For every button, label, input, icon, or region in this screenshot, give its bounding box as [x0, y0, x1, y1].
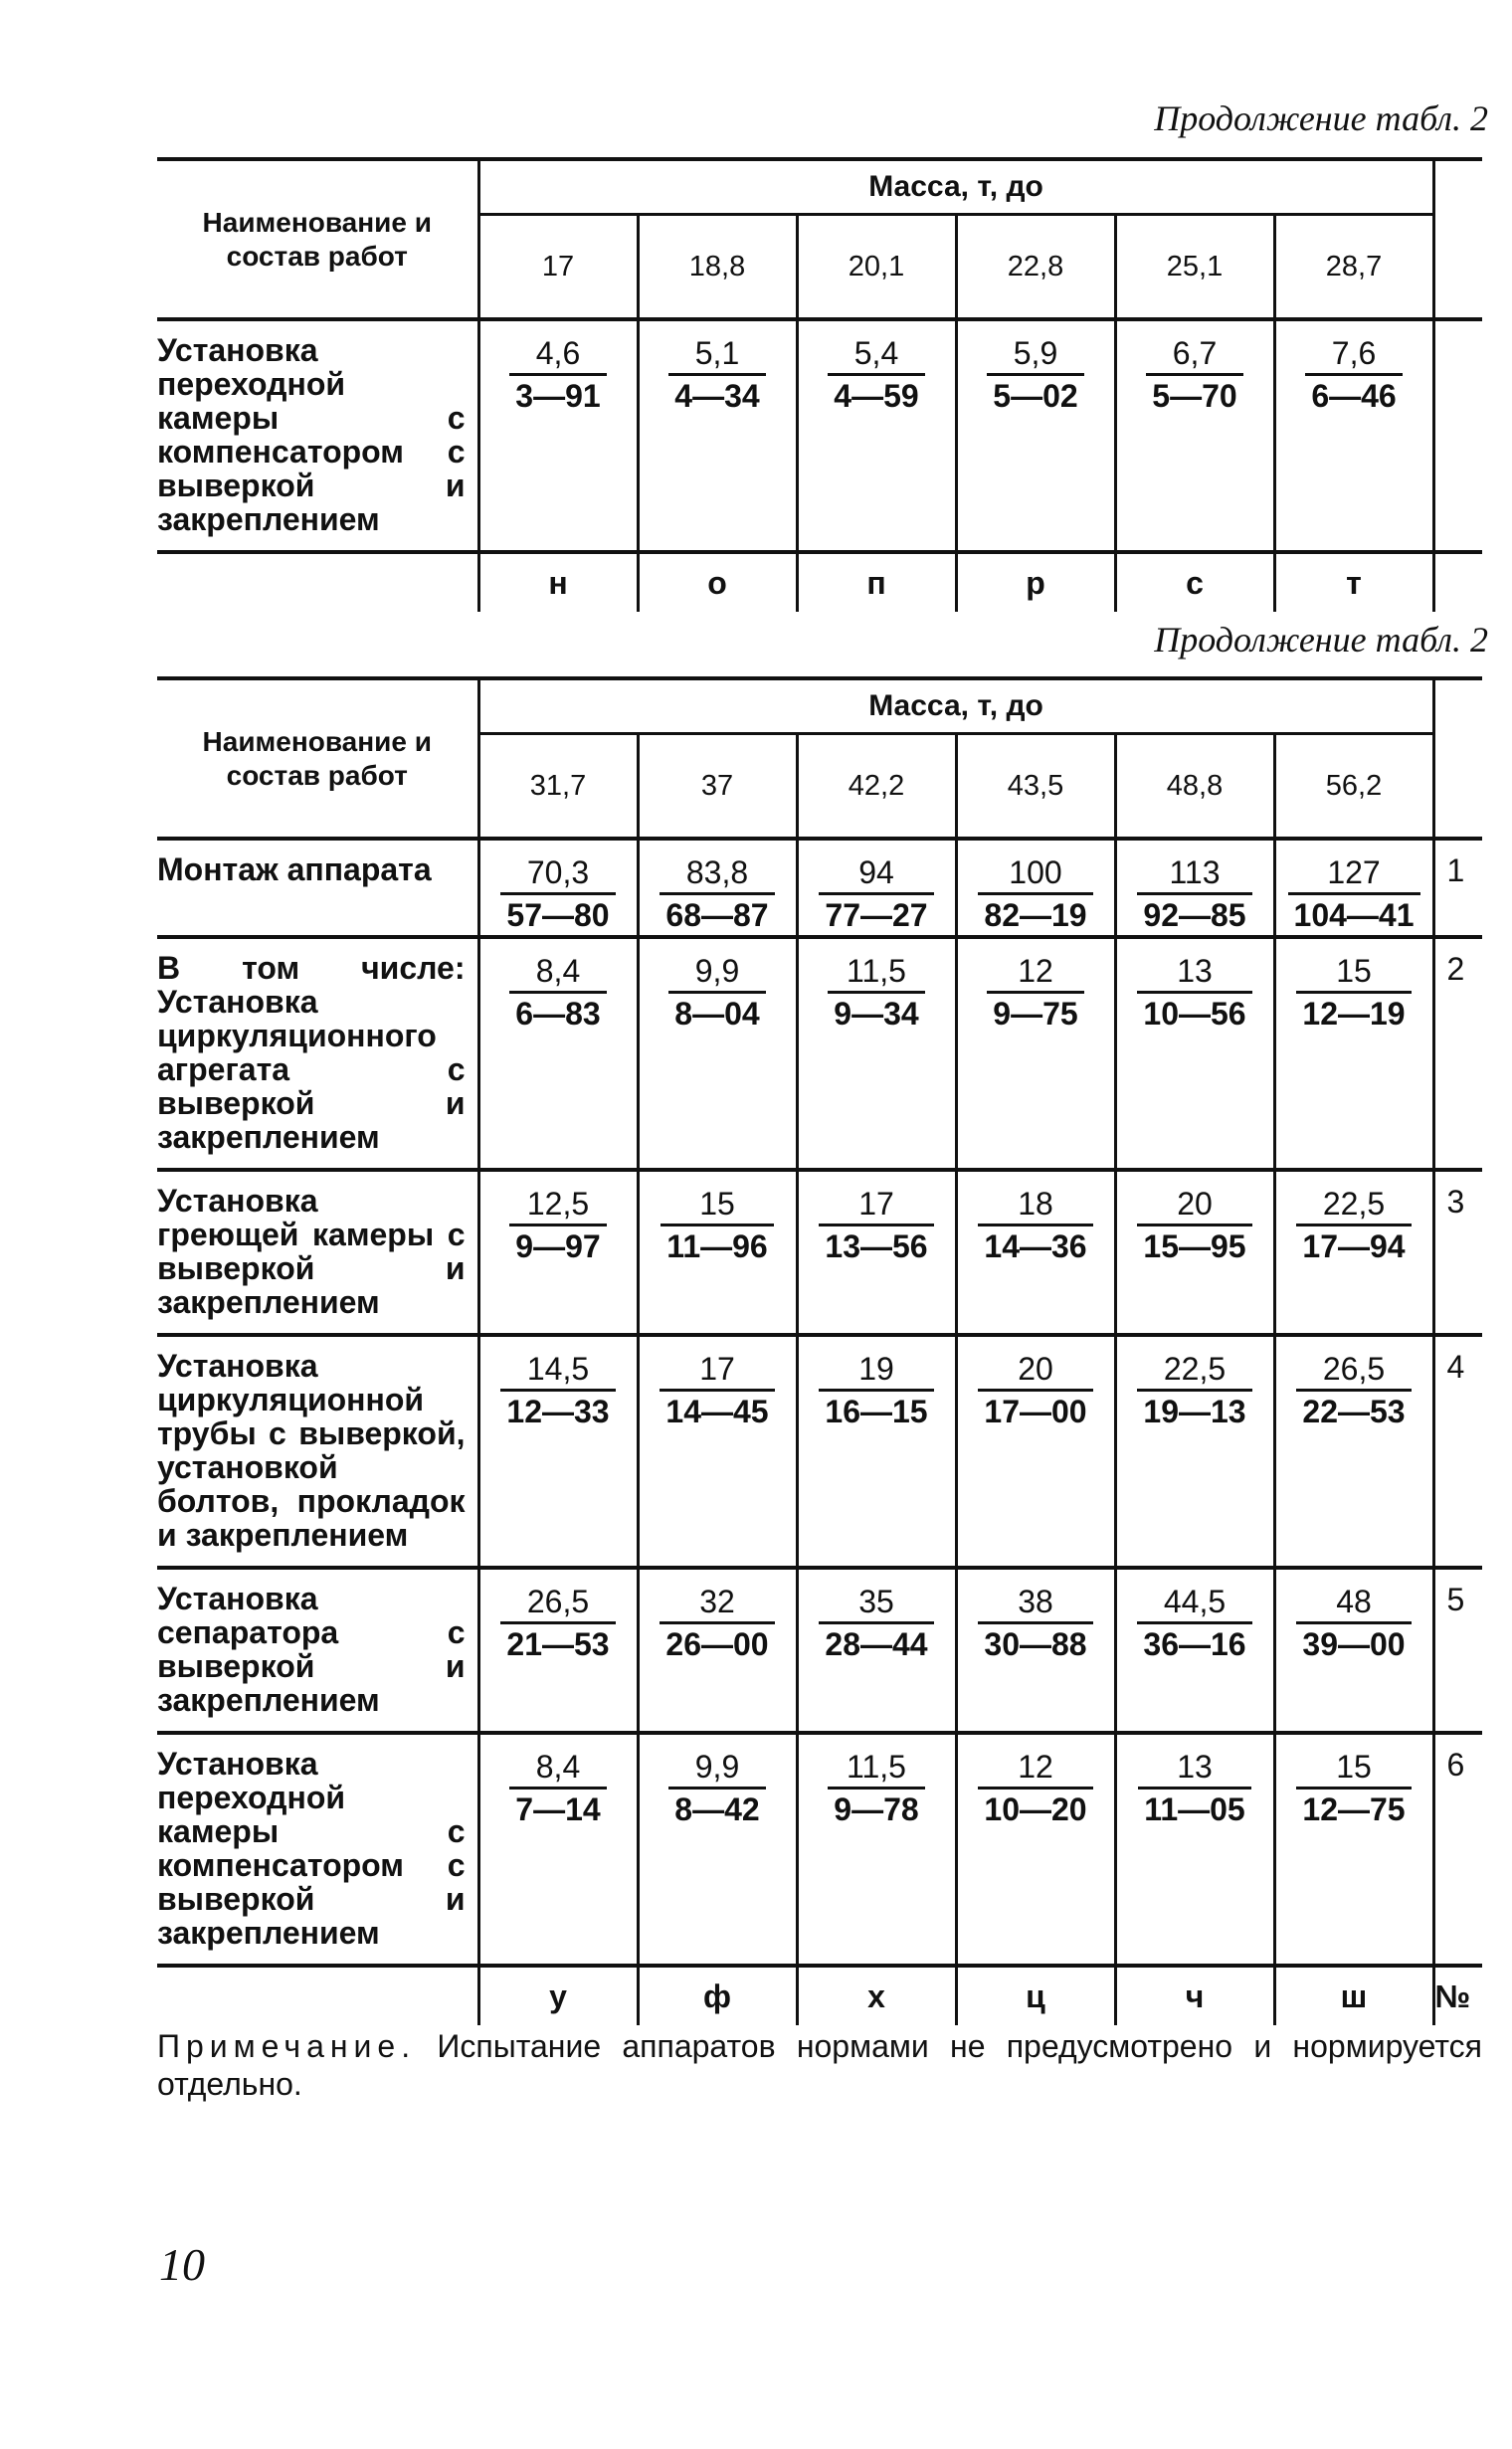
labor-time: 83,8 — [660, 852, 774, 895]
norm-cell — [956, 1733, 1115, 1966]
price: 9—75 — [993, 996, 1078, 1032]
price: 17—00 — [984, 1394, 1087, 1429]
price: 17—94 — [1302, 1228, 1406, 1264]
price: 22—53 — [1302, 1394, 1406, 1429]
mass-header-cell: 28,7 — [1274, 215, 1433, 320]
row-number — [1433, 319, 1482, 552]
labor-time: 13 — [1137, 951, 1251, 994]
labor-time: 26,5 — [500, 1582, 615, 1624]
labor-time: 44,5 — [1137, 1582, 1251, 1624]
norm-fraction — [668, 951, 765, 1034]
norm-cell — [797, 319, 956, 552]
labor-time: 11,5 — [828, 951, 924, 994]
labor-time: 17 — [819, 1184, 933, 1226]
price: 82—19 — [984, 897, 1087, 933]
table-row — [157, 1170, 1482, 1335]
labor-time: 13 — [1138, 1747, 1250, 1790]
labor-time: 5,4 — [828, 333, 924, 376]
norms-table-2 — [157, 676, 1482, 2025]
norm-cell — [1274, 937, 1433, 1170]
mass-header-cell: 42,2 — [797, 734, 956, 840]
norm-cell — [638, 937, 797, 1170]
work-name: Установка сепаратора с выверкой и закреплением — [157, 1568, 478, 1733]
labor-time: 113 — [1137, 852, 1251, 895]
norm-fraction — [978, 1184, 1092, 1266]
page-number: 10 — [159, 2239, 205, 2290]
price: 9—97 — [515, 1228, 601, 1264]
norm-fraction — [978, 1582, 1092, 1664]
norm-cell — [1115, 1568, 1274, 1733]
labor-time: 6,7 — [1146, 333, 1242, 376]
norm-fraction — [660, 852, 774, 935]
norm-cell — [1274, 839, 1433, 937]
price: 5—70 — [1152, 378, 1237, 414]
labor-time: 38 — [978, 1582, 1092, 1624]
price: 6—46 — [1311, 378, 1397, 414]
price: 9—34 — [834, 996, 919, 1032]
norm-fraction — [1137, 1349, 1251, 1431]
price: 21—53 — [506, 1626, 610, 1662]
column-code: х — [797, 1966, 956, 2025]
norm-fraction — [828, 1747, 924, 1829]
price: 14—36 — [984, 1228, 1087, 1264]
price: 3—91 — [515, 378, 601, 414]
labor-time: 100 — [978, 852, 1092, 895]
price: 12—75 — [1302, 1791, 1406, 1827]
norm-fraction — [1305, 333, 1402, 416]
labor-time: 12,5 — [509, 1184, 606, 1226]
price: 57—80 — [506, 897, 610, 933]
price: 6—83 — [515, 996, 601, 1032]
norm-cell — [956, 1335, 1115, 1568]
norm-fraction — [1288, 852, 1420, 935]
norm-cell — [1115, 1170, 1274, 1335]
row-number: 1 — [1433, 839, 1482, 937]
norm-fraction — [1296, 951, 1411, 1034]
norm-fraction — [1137, 1184, 1251, 1266]
norm-cell — [478, 1733, 638, 1966]
table-row — [157, 839, 1482, 937]
labor-time: 32 — [660, 1582, 774, 1624]
norm-fraction — [1137, 852, 1251, 935]
labor-time: 9,9 — [668, 1747, 765, 1790]
price: 16—15 — [825, 1394, 928, 1429]
work-name: Установка греющей камеры с выверкой и закреплением — [157, 1170, 478, 1335]
price: 9—78 — [834, 1791, 919, 1827]
norm-cell — [1115, 839, 1274, 937]
norm-fraction — [987, 333, 1083, 416]
labor-time: 15 — [661, 1184, 773, 1226]
norm-fraction — [668, 1747, 765, 1829]
price: 19—13 — [1143, 1394, 1246, 1429]
labor-time: 14,5 — [500, 1349, 615, 1392]
price: 8—04 — [674, 996, 760, 1032]
header-mass: Масса, т, до — [478, 678, 1433, 734]
row-number: 2 — [1433, 937, 1482, 1170]
norm-fraction — [987, 951, 1083, 1034]
price: 4—34 — [674, 378, 760, 414]
column-code: ч — [1115, 1966, 1274, 2025]
norm-fraction — [819, 852, 933, 935]
mass-header-cell: 25,1 — [1115, 215, 1274, 320]
price: 10—56 — [1143, 996, 1246, 1032]
norm-cell — [1274, 1335, 1433, 1568]
table-row — [157, 1568, 1482, 1733]
norm-fraction — [819, 1184, 933, 1266]
norm-cell — [956, 839, 1115, 937]
labor-time: 5,1 — [668, 333, 765, 376]
work-name: Установка переходной камеры с компенсатором с выверкой и закреплением — [157, 1733, 478, 1966]
norm-fraction — [668, 333, 765, 416]
norm-cell — [797, 937, 956, 1170]
price: 77—27 — [825, 897, 928, 933]
norm-cell — [797, 1568, 956, 1733]
mass-header-cell: 56,2 — [1274, 734, 1433, 840]
labor-time: 15 — [1296, 1747, 1411, 1790]
mass-header-cell: 37 — [638, 734, 797, 840]
labor-time: 8,4 — [509, 1747, 606, 1790]
norm-cell — [638, 1170, 797, 1335]
norm-cell — [638, 319, 797, 552]
labor-time: 127 — [1288, 852, 1420, 895]
norm-cell — [478, 937, 638, 1170]
norm-cell — [797, 839, 956, 937]
norm-fraction — [661, 1184, 773, 1266]
norm-fraction — [1137, 1582, 1251, 1664]
note-label: Примечание. — [157, 2028, 417, 2064]
labor-time: 22,5 — [1296, 1184, 1411, 1226]
norm-fraction — [819, 1582, 933, 1664]
price: 8—42 — [674, 1791, 760, 1827]
labor-time: 7,6 — [1305, 333, 1402, 376]
norm-fraction — [1296, 1747, 1411, 1829]
price: 104—41 — [1293, 897, 1415, 933]
norm-cell — [638, 1335, 797, 1568]
norm-fraction — [1146, 333, 1242, 416]
header-mass: Масса, т, до — [478, 159, 1433, 215]
norm-fraction — [509, 1184, 606, 1266]
labor-time: 12 — [978, 1747, 1092, 1790]
norm-fraction — [509, 333, 606, 416]
column-code: ш — [1274, 1966, 1433, 2025]
norm-fraction — [509, 951, 606, 1034]
continuation-label-2: Продолжение табл. 2 — [1154, 620, 1488, 659]
price: 28—44 — [825, 1626, 928, 1662]
table-row — [157, 319, 1482, 552]
price: 30—88 — [984, 1626, 1087, 1662]
norm-fraction — [819, 1349, 933, 1431]
row-number: 3 — [1433, 1170, 1482, 1335]
labor-time: 20 — [1137, 1184, 1251, 1226]
column-code: о — [638, 552, 797, 612]
labor-time: 20 — [978, 1349, 1092, 1392]
norm-cell — [478, 1170, 638, 1335]
mass-header-cell: 17 — [478, 215, 638, 320]
header-name: Наименование и состав работ — [157, 159, 478, 319]
norm-cell — [956, 937, 1115, 1170]
norm-cell — [797, 1170, 956, 1335]
norm-fraction — [828, 333, 924, 416]
mass-header-cell: 18,8 — [638, 215, 797, 320]
labor-time: 22,5 — [1137, 1349, 1251, 1392]
norm-fraction — [660, 1349, 774, 1431]
header-name: Наименование и состав работ — [157, 678, 478, 839]
norm-cell — [1274, 1170, 1433, 1335]
mass-header-cell: 43,5 — [956, 734, 1115, 840]
norm-cell — [1274, 1733, 1433, 1966]
column-code: н — [478, 552, 638, 612]
norm-cell — [638, 839, 797, 937]
price: 11—05 — [1144, 1791, 1245, 1827]
norm-cell — [956, 1170, 1115, 1335]
column-code: ф — [638, 1966, 797, 2025]
labor-time: 11,5 — [828, 1747, 924, 1790]
continuation-label-1: Продолжение табл. 2 — [1154, 98, 1488, 138]
labor-time: 48 — [1296, 1582, 1411, 1624]
norm-cell — [1274, 319, 1433, 552]
column-code: р — [956, 552, 1115, 612]
labor-time: 26,5 — [1296, 1349, 1411, 1392]
price: 92—85 — [1143, 897, 1246, 933]
footnote — [157, 2027, 1482, 2103]
labor-time: 12 — [987, 951, 1083, 994]
norm-fraction — [500, 1582, 615, 1664]
work-name: Монтаж аппарата — [157, 839, 478, 937]
norm-fraction — [1296, 1582, 1411, 1664]
norm-cell — [638, 1733, 797, 1966]
price: 13—56 — [825, 1228, 928, 1264]
norms-table-1 — [157, 157, 1482, 612]
table-row — [157, 937, 1482, 1170]
norm-cell — [478, 839, 638, 937]
norm-cell — [1115, 1733, 1274, 1966]
price: 12—19 — [1302, 996, 1406, 1032]
norm-cell — [478, 319, 638, 552]
price: 11—96 — [666, 1228, 768, 1264]
labor-time: 17 — [660, 1349, 774, 1392]
norm-fraction — [978, 1747, 1092, 1829]
norm-cell — [1274, 1568, 1433, 1733]
row-number: 6 — [1433, 1733, 1482, 1966]
norm-fraction — [1296, 1349, 1411, 1431]
labor-time: 15 — [1296, 951, 1411, 994]
work-name: Установка циркуляционной трубы с выверкой, установкой болтов, прокладок и закреплением — [157, 1335, 478, 1568]
norm-cell — [638, 1568, 797, 1733]
price: 15—95 — [1143, 1228, 1246, 1264]
column-code: п — [797, 552, 956, 612]
labor-time: 9,9 — [668, 951, 765, 994]
price: 26—00 — [665, 1626, 769, 1662]
norm-cell — [1115, 319, 1274, 552]
labor-time: 94 — [819, 852, 933, 895]
norm-fraction — [660, 1582, 774, 1664]
norm-fraction — [978, 852, 1092, 935]
table-row — [157, 1335, 1482, 1568]
price: 39—00 — [1302, 1626, 1406, 1662]
work-name: Установка переходной камеры с компенсатором с выверкой и закреплением — [157, 319, 478, 552]
price: 12—33 — [506, 1394, 610, 1429]
norm-cell — [797, 1335, 956, 1568]
note-text: Испытание аппаратов нормами не предусмотрено и нормируется отдельно. — [157, 2028, 1483, 2102]
labor-time: 70,3 — [500, 852, 615, 895]
labor-time: 19 — [819, 1349, 933, 1392]
column-code-number-sign — [1433, 552, 1482, 612]
table-row — [157, 1733, 1482, 1966]
norm-cell — [797, 1733, 956, 1966]
price: 14—45 — [665, 1394, 769, 1429]
norm-fraction — [509, 1747, 606, 1829]
work-name: В том числе: Установка циркуляционного агрегата с выверкой и закреплением — [157, 937, 478, 1170]
price: 36—16 — [1143, 1626, 1246, 1662]
price: 7—14 — [515, 1791, 601, 1827]
norm-fraction — [500, 1349, 615, 1431]
norm-cell — [1115, 1335, 1274, 1568]
labor-time: 4,6 — [509, 333, 606, 376]
column-code: ц — [956, 1966, 1115, 2025]
mass-header-cell: 22,8 — [956, 215, 1115, 320]
mass-header-cell: 48,8 — [1115, 734, 1274, 840]
mass-header-cell: 20,1 — [797, 215, 956, 320]
norm-fraction — [1296, 1184, 1411, 1266]
norm-cell — [1115, 937, 1274, 1170]
column-code: с — [1115, 552, 1274, 612]
norm-cell — [956, 319, 1115, 552]
price: 68—87 — [665, 897, 769, 933]
norm-cell — [956, 1568, 1115, 1733]
mass-header-cell: 31,7 — [478, 734, 638, 840]
norm-fraction — [500, 852, 615, 935]
column-code-number-sign: № — [1434, 1978, 1471, 2014]
norm-cell — [478, 1568, 638, 1733]
column-code: т — [1274, 552, 1433, 612]
price: 4—59 — [834, 378, 919, 414]
labor-time: 8,4 — [509, 951, 606, 994]
norm-fraction — [1138, 1747, 1250, 1829]
price: 10—20 — [984, 1791, 1087, 1827]
row-number: 5 — [1433, 1568, 1482, 1733]
norm-fraction — [1137, 951, 1251, 1034]
labor-time: 35 — [819, 1582, 933, 1624]
labor-time: 18 — [978, 1184, 1092, 1226]
norm-fraction — [828, 951, 924, 1034]
norm-fraction — [978, 1349, 1092, 1431]
price: 5—02 — [993, 378, 1078, 414]
row-number: 4 — [1433, 1335, 1482, 1568]
norm-cell — [478, 1335, 638, 1568]
labor-time: 5,9 — [987, 333, 1083, 376]
column-code: у — [478, 1966, 638, 2025]
